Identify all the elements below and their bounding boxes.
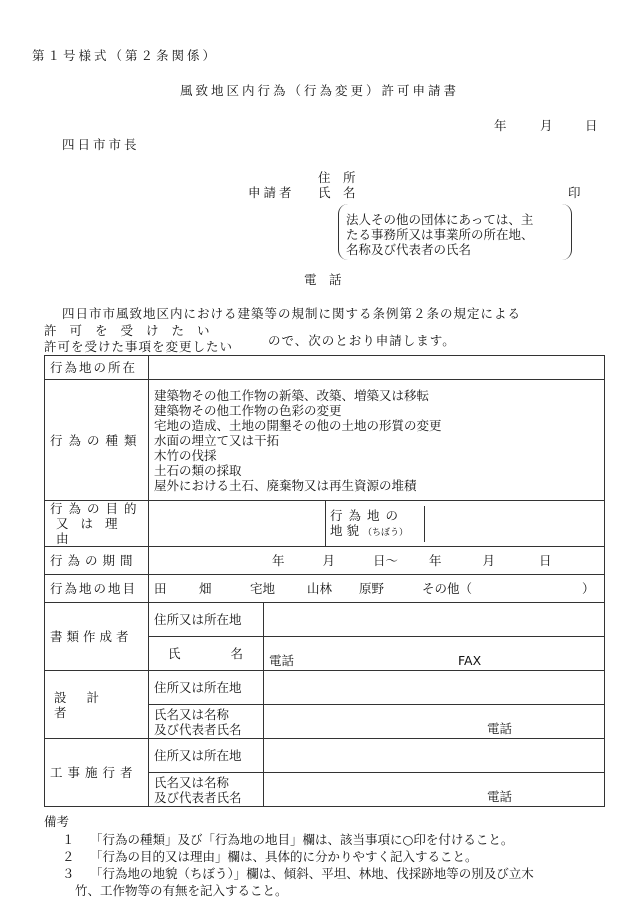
date-day: 日: [585, 118, 598, 133]
notes-heading: 備考: [44, 814, 70, 829]
application-table: [44, 355, 605, 807]
name-label: 氏 名: [318, 185, 356, 200]
row-purpose: [45, 501, 605, 547]
kind-option[interactable]: 水面の埋立て又は干拓: [154, 432, 280, 448]
intro-option-change: 許可を受けた事項を変更したい: [44, 339, 234, 354]
designer-contact-field[interactable]: [264, 705, 605, 739]
kind-option[interactable]: 土石の類の採取: [154, 462, 242, 478]
purpose-label-line1: 行為の目的: [50, 501, 143, 516]
contractor-phone-label: 電話: [487, 789, 513, 804]
period-end-year: 年: [429, 553, 442, 568]
period-start-year: 年: [272, 553, 285, 568]
designer-label: [50, 690, 143, 720]
contractor-name-label-1: 氏名又は名称: [154, 774, 230, 790]
landuse-other-close: ）: [582, 581, 595, 596]
period-end-month: 月: [482, 553, 496, 568]
note-text-3-cont: 竹、工作物等の有無を記入すること。: [75, 883, 288, 898]
landuse-label: 行為地の地目: [45, 575, 149, 603]
designer-phone-label: 電話: [487, 721, 513, 736]
writer-contact-field[interactable]: [264, 637, 605, 671]
terrain-label: [326, 506, 425, 542]
corporate-note-line2: たる事務所又は事業所の所在地、: [346, 227, 534, 242]
writer-fax-label: FAX: [458, 653, 482, 668]
purpose-label: [45, 501, 149, 547]
terrain-label-line1: 行為地の: [330, 507, 405, 523]
note-text-3: 「行為地の地貌（ちぼう）」欄は、傾斜、平坦、林地、伐採跡地等の別及び立木: [90, 866, 534, 881]
form-title: 風致地区内行為（行為変更）許可申請書: [180, 83, 460, 98]
kind-option[interactable]: 建築物その他工作物の色彩の変更: [154, 402, 342, 418]
row-period: [45, 547, 605, 575]
designer-label-text: 設計者: [54, 689, 120, 720]
row-contractor-address: [45, 739, 605, 773]
note-text-2: 「行為の目的又は理由」欄は、具体的に分かりやすく記入すること。: [90, 849, 478, 864]
contractor-contact-field[interactable]: [264, 773, 605, 807]
landuse-option-wilderness[interactable]: 原野: [359, 581, 385, 596]
kind-options[interactable]: [149, 380, 605, 501]
applicant-label: 申請者: [248, 185, 295, 200]
row-kind: [45, 380, 605, 501]
kind-label: 行為の種類: [45, 380, 149, 501]
phone-label: 電 話: [304, 272, 342, 287]
corporate-note-line1: 法人その他の団体にあっては、主: [346, 212, 534, 227]
landuse-option-paddy[interactable]: 田: [154, 581, 167, 596]
period-start-day: 日～: [373, 553, 399, 568]
landuse-option-forest[interactable]: 山林: [307, 581, 333, 596]
contractor-address-field[interactable]: [264, 739, 605, 773]
kind-option[interactable]: 木竹の伐採: [154, 447, 217, 463]
contractor-address-label: 住所又は所在地: [149, 739, 264, 773]
writer-name-label-2: 名: [230, 646, 244, 661]
period-start-month: 月: [322, 553, 336, 568]
row-location: [45, 356, 605, 380]
writer-name-label-1: 氏: [168, 646, 181, 661]
location-field[interactable]: [149, 356, 605, 380]
period-field[interactable]: [149, 547, 605, 575]
intro-suffix: ので、次のとおり申請します。: [268, 333, 456, 348]
corporate-note-line3: 名称及び代表者の氏名: [346, 242, 472, 257]
writer-phone-label: 電話: [269, 653, 295, 668]
intro-line: 四日市市風致地区内における建築等の規制に関する条例第２条の規定による: [62, 306, 522, 321]
designer-address-field[interactable]: [264, 671, 605, 705]
form-number: 第１号様式（第２条関係）: [32, 48, 219, 63]
writer-address-label: 住所又は所在地: [149, 603, 264, 637]
writer-address-field[interactable]: [264, 603, 605, 637]
designer-name-label-1: 氏名又は名称: [154, 706, 230, 722]
landuse-option-field[interactable]: 畑: [199, 581, 212, 596]
note-number-3: ３: [62, 866, 75, 881]
terrain-field[interactable]: [425, 506, 604, 542]
seal-mark: 印: [568, 185, 581, 200]
note-number-1: １: [62, 832, 75, 847]
period-label: 行為の期間: [45, 547, 149, 575]
kind-option[interactable]: 建築物その他工作物の新築、改築、増築又は移転: [154, 387, 430, 403]
note-number-2: ２: [62, 849, 75, 864]
landuse-option-residential[interactable]: 宅地: [250, 581, 276, 596]
landuse-option-other[interactable]: その他（: [422, 581, 473, 596]
designer-name-label-2: 及び代表者氏名: [154, 721, 242, 737]
intro-option-permit: 許可を受けたい: [44, 323, 223, 338]
terrain-label-ruby: （ちぼう）: [363, 527, 409, 538]
row-writer-address: [45, 603, 605, 637]
date-year: 年: [494, 118, 507, 133]
terrain-label-line2: 地貌: [330, 522, 364, 538]
contractor-name-label-2: 及び代表者氏名: [154, 789, 242, 805]
address-label: 住 所: [318, 170, 356, 185]
purpose-field[interactable]: [149, 501, 326, 547]
date-month: 月: [540, 118, 553, 133]
row-landuse: [45, 575, 605, 603]
note-text-1: 「行為の種類」及び「行為地の地目」欄は、該当事項に○印を付けること。: [90, 832, 514, 847]
addressee: 四日市市長: [62, 137, 140, 152]
row-designer-address: [45, 671, 605, 705]
kind-option[interactable]: 屋外における土石、廃棄物又は再生資源の堆積: [154, 477, 417, 493]
period-end-day: 日: [539, 553, 552, 568]
contractor-label: 工事施行者: [45, 739, 149, 807]
purpose-label-line2: 又は理由: [56, 516, 130, 546]
location-label: 行為地の所在: [45, 356, 149, 380]
kind-option[interactable]: 宅地の造成、土地の開墾その他の土地の形質の変更: [154, 417, 442, 433]
landuse-options[interactable]: [149, 575, 605, 603]
writer-label: 書類作成者: [45, 603, 149, 671]
designer-address-label: 住所又は所在地: [149, 671, 264, 705]
